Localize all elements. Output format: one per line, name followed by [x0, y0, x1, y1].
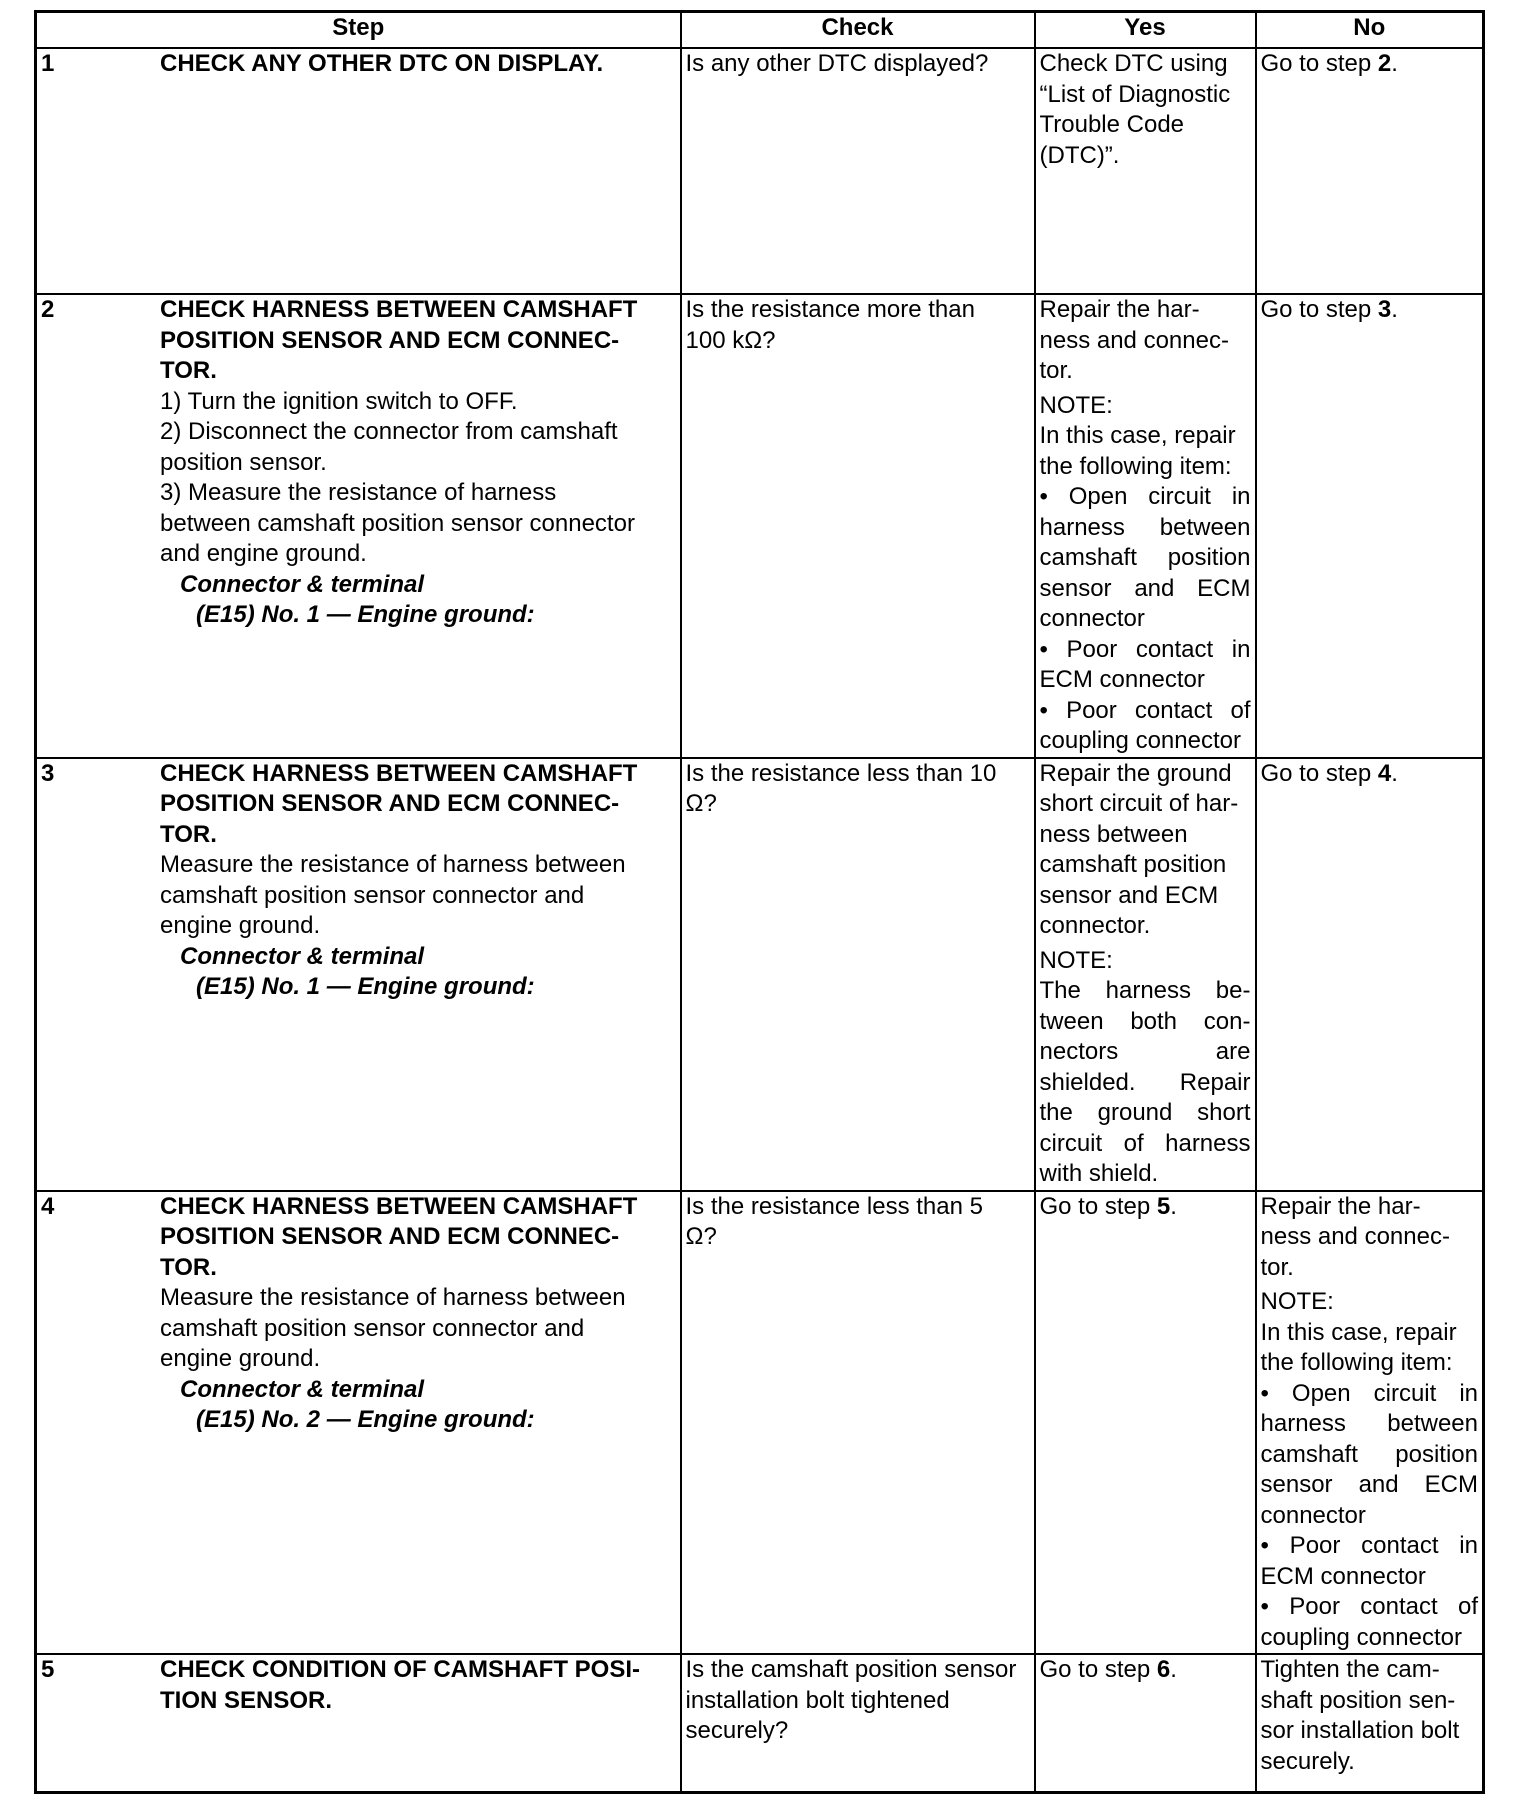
no-cell — [1256, 1654, 1484, 1792]
step-instruction: 2) Disconnect the connector from camshaft — [160, 418, 618, 445]
no-text: Go to step — [1260, 296, 1378, 323]
step-instruction: and engine ground. — [160, 540, 367, 567]
header-row — [36, 12, 1484, 49]
yes-line: “List of Diagnostic — [1039, 80, 1231, 108]
step-instruction: camshaft position sensor connector and — [160, 881, 585, 909]
note-label: NOTE: — [1260, 1288, 1334, 1315]
no-cell — [1256, 294, 1484, 758]
yes-cell — [1035, 294, 1256, 758]
connector-label: Connector & terminal — [180, 942, 425, 970]
note-line: camshaft position — [1260, 1440, 1478, 1468]
yes-text: Go to step — [1039, 1192, 1157, 1220]
step-instruction: 3) Measure the resistance of harness — [160, 479, 557, 506]
yes-line: Repair the ground — [1039, 759, 1232, 787]
table-row — [36, 48, 1484, 294]
no-cell — [1256, 758, 1484, 1191]
check-line: Ω? — [685, 1223, 717, 1250]
step-title-line: POSITION SENSOR AND ECM CONNEC- — [160, 790, 620, 817]
no-step-ref: 2 — [1377, 50, 1392, 77]
table-row — [36, 294, 1484, 758]
header-no: No — [1256, 12, 1484, 49]
no-line: tor. — [1260, 1253, 1294, 1281]
connector-label: Connector & terminal — [180, 570, 425, 598]
header-yes: Yes — [1035, 12, 1256, 49]
step-title-line: CHECK HARNESS BETWEEN CAMSHAFT — [160, 296, 638, 323]
note-line: ECM connector — [1260, 1562, 1426, 1590]
no-step-ref: 3 — [1377, 296, 1392, 323]
no-line: Tighten the cam- — [1260, 1656, 1440, 1683]
note-line: sensor and ECM — [1039, 574, 1251, 602]
note-label: NOTE: — [1039, 946, 1113, 974]
step-instruction: Measure the resistance of harness between — [160, 1284, 626, 1311]
no-line: securely. — [1260, 1747, 1355, 1775]
connector-label: Connector & terminal — [180, 1375, 425, 1403]
yes-line: ness and connec- — [1039, 326, 1229, 354]
table-row — [36, 1191, 1484, 1655]
yes-suffix: . — [1170, 1192, 1177, 1220]
step-instruction: between camshaft position sensor connector — [160, 509, 635, 537]
note-line: the ground short — [1039, 1099, 1251, 1126]
diagnostic-table — [34, 10, 1485, 1794]
check-line: Is the resistance less than 10 — [685, 759, 997, 787]
header-step: Step — [36, 12, 681, 49]
step-cell — [36, 294, 681, 758]
no-line: Repair the har- — [1260, 1192, 1421, 1220]
check-cell — [681, 48, 1035, 294]
step-title-line: POSITION SENSOR AND ECM CONNEC- — [160, 326, 620, 354]
note-line: circuit of harness — [1039, 1129, 1251, 1157]
note-line: The harness be- — [1039, 977, 1251, 1004]
yes-line: ness between — [1039, 820, 1188, 848]
note-line: connector — [1260, 1501, 1366, 1529]
note-line: connector — [1039, 605, 1145, 632]
no-cell — [1256, 1191, 1484, 1655]
note-line: • Poor contact in — [1039, 635, 1251, 663]
check-line: Is the resistance more than — [685, 296, 975, 323]
step-instruction: 1) Turn the ignition switch to OFF. — [160, 387, 518, 415]
step-title-line: TION SENSOR. — [160, 1686, 333, 1714]
note-line: • Open circuit in — [1039, 483, 1251, 510]
no-line: ness and connec- — [1260, 1223, 1450, 1250]
note-line: In this case, repair — [1260, 1318, 1457, 1346]
yes-cell — [1035, 48, 1256, 294]
step-title-line: POSITION SENSOR AND ECM CONNEC- — [160, 1223, 620, 1250]
table-row — [36, 758, 1484, 1191]
note-line: shielded. Repair — [1039, 1068, 1251, 1096]
step-title-line: CHECK HARNESS BETWEEN CAMSHAFT — [160, 1192, 638, 1220]
step-cell — [36, 48, 681, 294]
note-line: camshaft position — [1039, 544, 1251, 571]
check-line: Is the camshaft position sensor — [685, 1656, 1017, 1683]
step-title-line: CHECK CONDITION OF CAMSHAFT POSI- — [160, 1656, 640, 1683]
check-cell — [681, 294, 1035, 758]
step-instruction: position sensor. — [160, 448, 327, 476]
note-line: nectors are — [1039, 1038, 1251, 1065]
check-cell — [681, 758, 1035, 1191]
note-line: • Poor contact of — [1039, 696, 1251, 724]
step-title-line: CHECK HARNESS BETWEEN CAMSHAFT — [160, 759, 638, 787]
step-cell — [36, 758, 681, 1191]
yes-line: short circuit of har- — [1039, 790, 1239, 817]
check-text: Is any other DTC displayed? — [685, 50, 989, 77]
terminal-label: (E15) No. 2 — Engine ground: — [196, 1406, 535, 1433]
check-line: 100 kΩ? — [685, 326, 776, 354]
check-line: Ω? — [685, 790, 717, 817]
yes-line: Trouble Code — [1039, 111, 1185, 138]
note-line: sensor and ECM — [1260, 1471, 1478, 1498]
yes-line: connector. — [1039, 912, 1151, 939]
yes-line: Repair the har- — [1039, 296, 1200, 323]
yes-suffix: . — [1170, 1656, 1177, 1683]
no-suffix: . — [1391, 296, 1398, 323]
check-cell — [681, 1191, 1035, 1655]
yes-step-ref: 6 — [1156, 1656, 1171, 1683]
step-number: 3 — [41, 759, 55, 787]
step-number: 5 — [41, 1656, 55, 1683]
step-instruction: engine ground. — [160, 912, 321, 939]
no-suffix: . — [1391, 759, 1398, 787]
yes-line: tor. — [1039, 357, 1073, 384]
note-line: the following item: — [1039, 452, 1232, 480]
no-line: sor installation bolt — [1260, 1717, 1460, 1744]
note-line: coupling connector — [1039, 727, 1241, 754]
step-instruction: Measure the resistance of harness between — [160, 851, 626, 878]
yes-line: (DTC)”. — [1039, 141, 1120, 169]
note-line: • Poor contact of — [1260, 1593, 1478, 1620]
no-suffix: . — [1391, 50, 1398, 77]
table-row — [36, 1654, 1484, 1792]
terminal-label: (E15) No. 1 — Engine ground: — [196, 973, 535, 1000]
no-cell — [1256, 48, 1484, 294]
check-line: Is the resistance less than 5 — [685, 1192, 983, 1220]
step-number: 4 — [41, 1192, 55, 1220]
note-label: NOTE: — [1039, 391, 1113, 419]
yes-cell — [1035, 1191, 1256, 1655]
step-instruction: camshaft position sensor connector and — [160, 1314, 585, 1342]
step-title-line: TOR. — [160, 357, 217, 384]
note-line: • Open circuit in — [1260, 1379, 1478, 1407]
yes-text: Go to step — [1039, 1656, 1157, 1683]
step-number: 1 — [41, 50, 55, 77]
header-check: Check — [681, 12, 1035, 49]
check-cell — [681, 1654, 1035, 1792]
no-text: Go to step — [1260, 50, 1378, 77]
yes-cell — [1035, 758, 1256, 1191]
note-line: with shield. — [1039, 1160, 1159, 1187]
step-cell — [36, 1191, 681, 1655]
no-step-ref: 4 — [1377, 759, 1392, 787]
yes-line: Check DTC using — [1039, 50, 1228, 77]
note-line: harness between — [1039, 513, 1251, 541]
yes-step-ref: 5 — [1156, 1192, 1171, 1220]
step-cell — [36, 1654, 681, 1792]
step-number: 2 — [41, 296, 55, 323]
note-line: tween both con- — [1039, 1007, 1251, 1035]
note-line: • Poor contact in — [1260, 1532, 1478, 1559]
terminal-label: (E15) No. 1 — Engine ground: — [196, 601, 535, 628]
step-title: CHECK ANY OTHER DTC ON DISPLAY. — [160, 50, 604, 77]
note-line: In this case, repair — [1039, 422, 1236, 449]
note-line: harness between — [1260, 1410, 1478, 1437]
yes-line: camshaft position — [1039, 851, 1227, 878]
step-instruction: engine ground. — [160, 1345, 321, 1372]
note-line: the following item: — [1260, 1349, 1453, 1376]
note-line: coupling connector — [1260, 1623, 1462, 1651]
yes-cell — [1035, 1654, 1256, 1792]
note-line: ECM connector — [1039, 666, 1205, 693]
step-title-line: TOR. — [160, 820, 217, 848]
no-line: shaft position sen- — [1260, 1686, 1456, 1714]
check-line: installation bolt tightened — [685, 1686, 950, 1714]
no-text: Go to step — [1260, 759, 1378, 787]
yes-line: sensor and ECM — [1039, 881, 1219, 909]
check-line: securely? — [685, 1717, 789, 1744]
step-title-line: TOR. — [160, 1253, 217, 1281]
